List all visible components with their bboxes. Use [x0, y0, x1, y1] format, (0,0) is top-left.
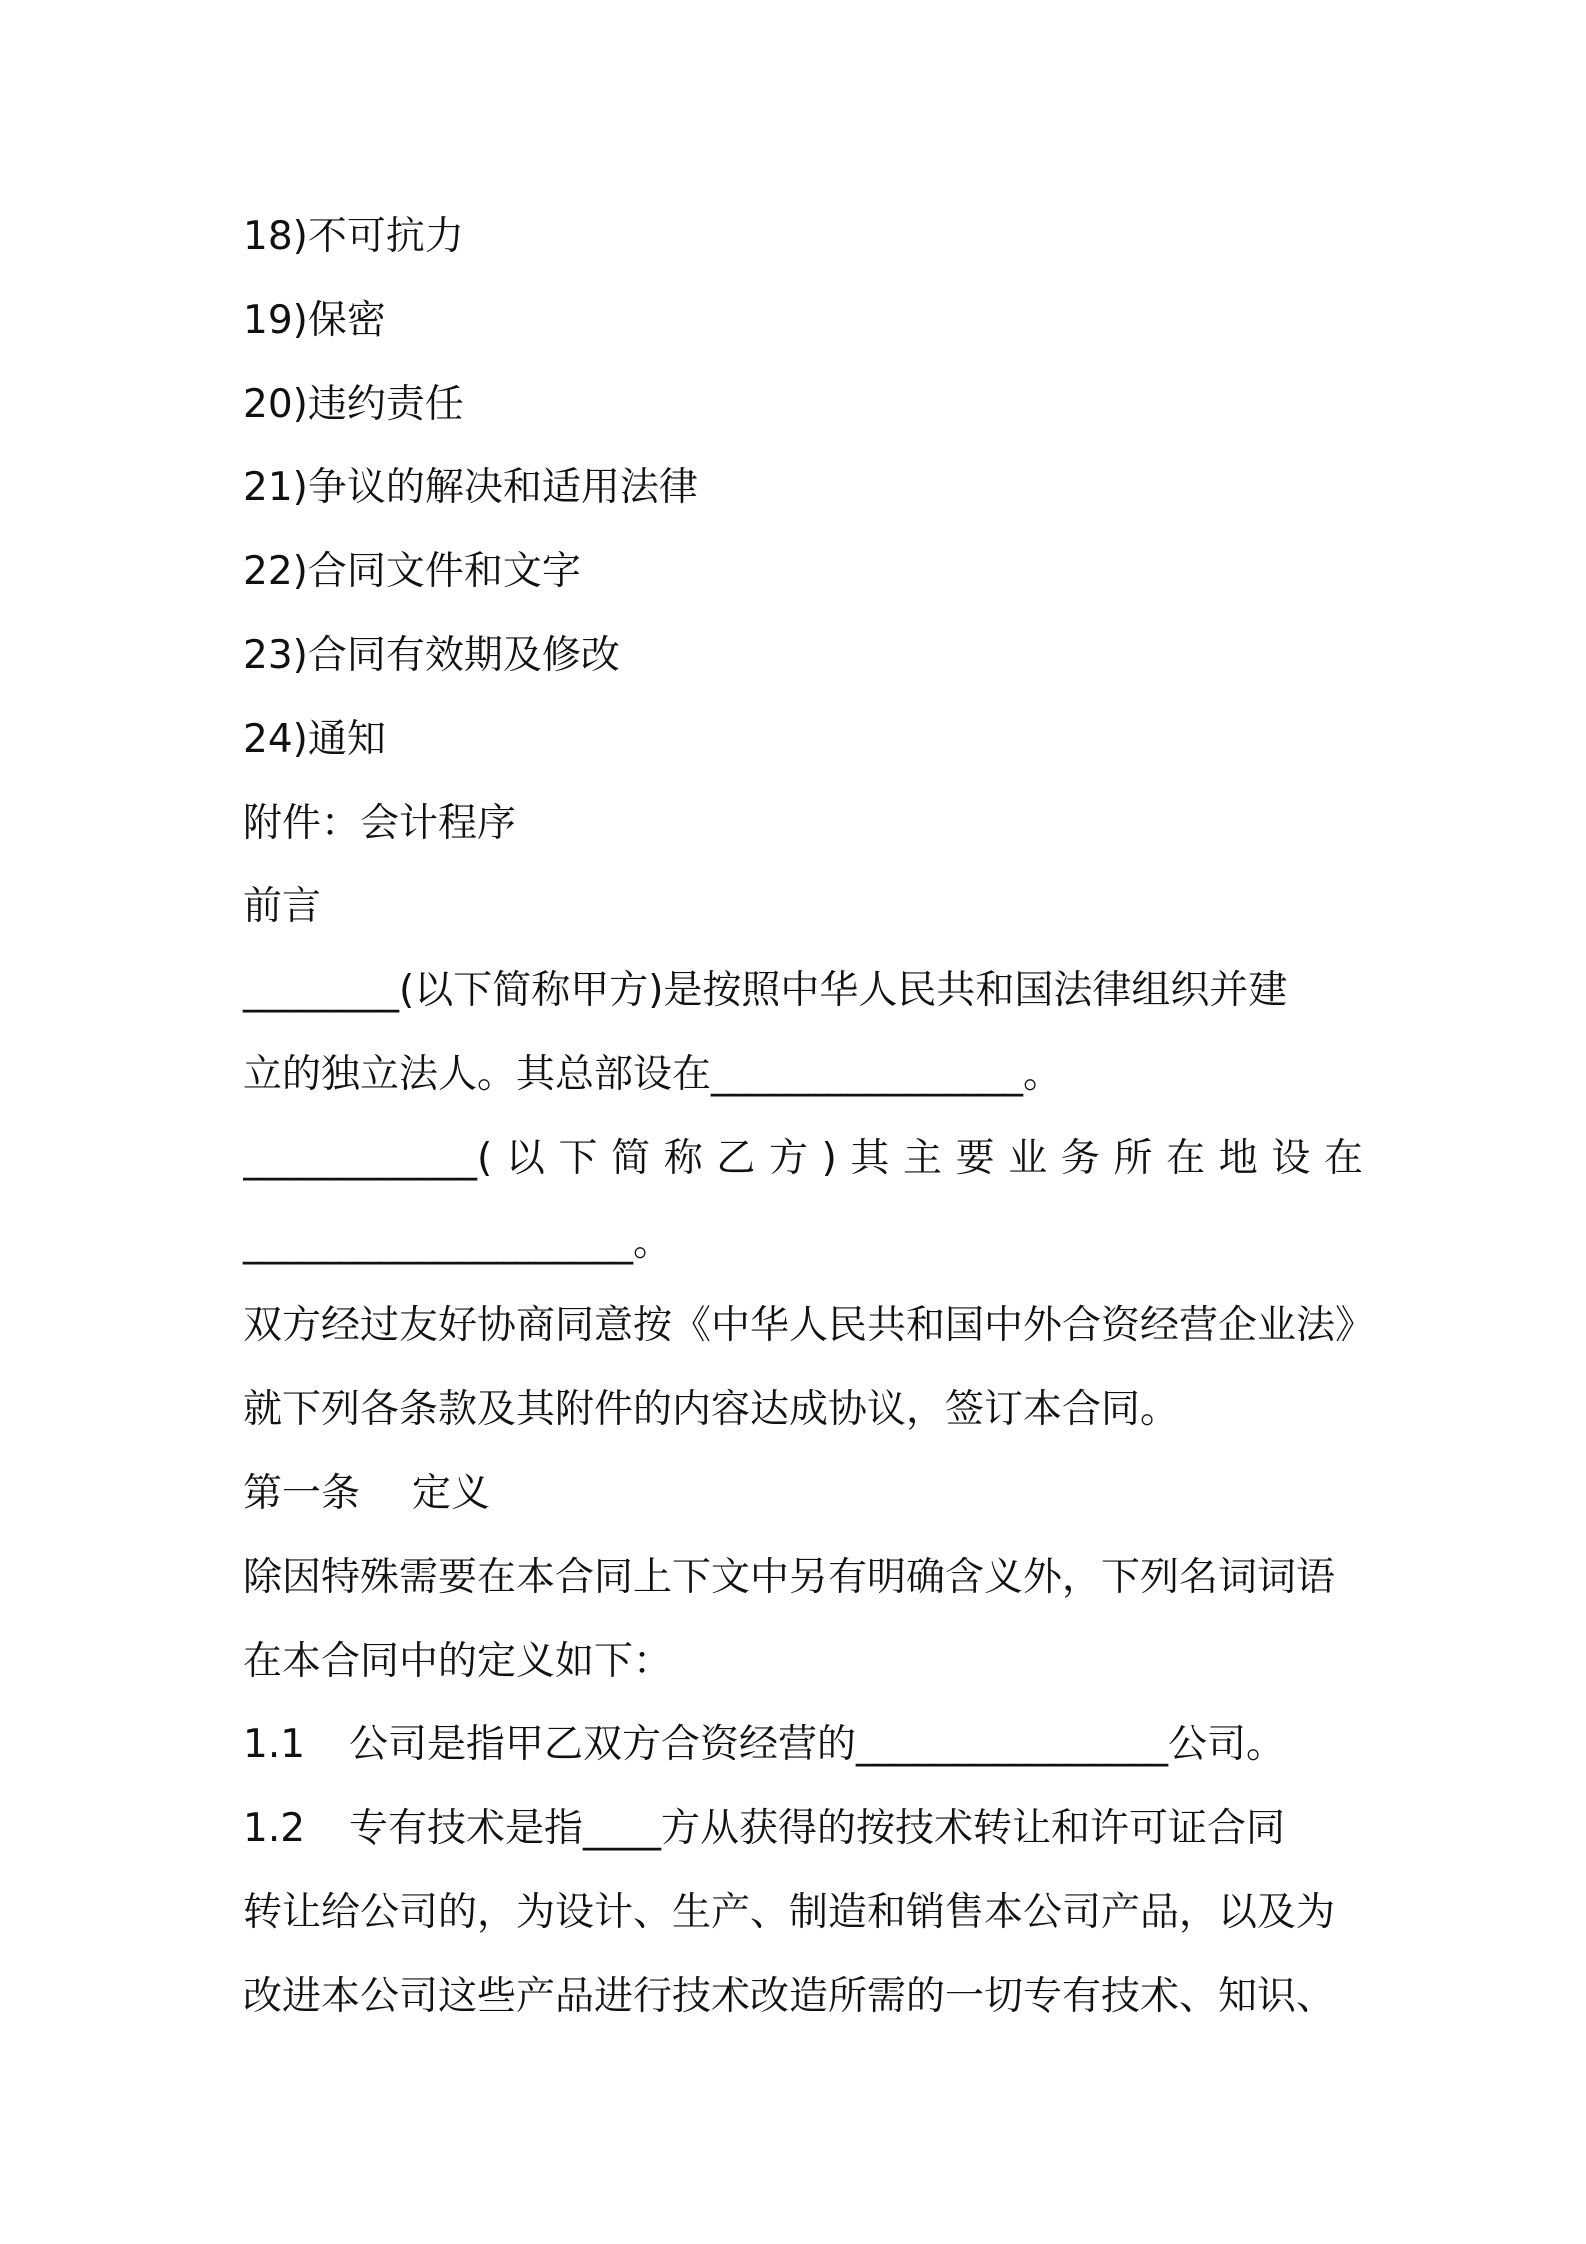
toc-item-19: 19)保密	[243, 297, 386, 343]
toc-item-21: 21)争议的解决和适用法律	[243, 465, 698, 511]
toc-item-20: 20)违约责任	[243, 381, 464, 427]
article-1-title: 定义	[412, 1470, 491, 1516]
definition-1-1	[243, 1703, 1363, 1787]
preface-heading: 前言	[243, 884, 322, 930]
definition-1-1-number: 1.1	[243, 1722, 306, 1768]
definition-1-2-line-3: 改进本公司这些产品进行技术改造所需的一切专有技术、知识、	[243, 1973, 1336, 2019]
toc-item-22: 22)合同文件和文字	[243, 549, 581, 595]
definition-1-1-text: 公司是指甲乙双方合资经营的________________公司。	[349, 1722, 1286, 1768]
article-1-heading	[243, 1452, 1363, 1536]
article-1-number: 第一条	[243, 1470, 361, 1516]
preface-party-a-line-1: ________(以下简称甲方)是按照中华人民共和国法律组织并建	[243, 968, 1288, 1014]
article-1-intro-line-1: 除因特殊需要在本合同上下文中另有明确含义外，下列名词词语	[243, 1554, 1336, 1600]
toc-item-24: 24)通知	[243, 716, 386, 762]
preface-party-b-line-1: ____________(以下简称乙方)其主要业务所在地设在	[243, 1135, 1363, 1181]
preface-party-a-line-2: 立的独立法人。其总部设在________________。	[243, 1051, 1063, 1097]
definition-1-2-line-2: 转让给公司的，为设计、生产、制造和销售本公司产品，以及为	[243, 1889, 1336, 1935]
toc-item-23: 23)合同有效期及修改	[243, 632, 620, 678]
preface-agreement-line-1: 双方经过友好协商同意按《中华人民共和国中外合资经营企业法》	[243, 1303, 1375, 1349]
preface-agreement-line-2: 就下列各条款及其附件的内容达成协议，签订本合同。	[243, 1387, 1180, 1433]
toc-appendix: 附件：会计程序	[243, 800, 517, 846]
definition-1-2	[243, 1787, 1363, 1871]
definition-1-2-number: 1.2	[243, 1806, 306, 1852]
document-body	[243, 195, 1375, 2039]
preface-party-b-line-2: ____________________。	[243, 1219, 673, 1265]
definition-1-2-line-1: 专有技术是指____方从获得的按技术转让和许可证合同	[349, 1806, 1286, 1852]
toc-item-18: 18)不可抗力	[243, 214, 464, 259]
article-1-intro-line-2: 在本合同中的定义如下：	[243, 1638, 673, 1684]
